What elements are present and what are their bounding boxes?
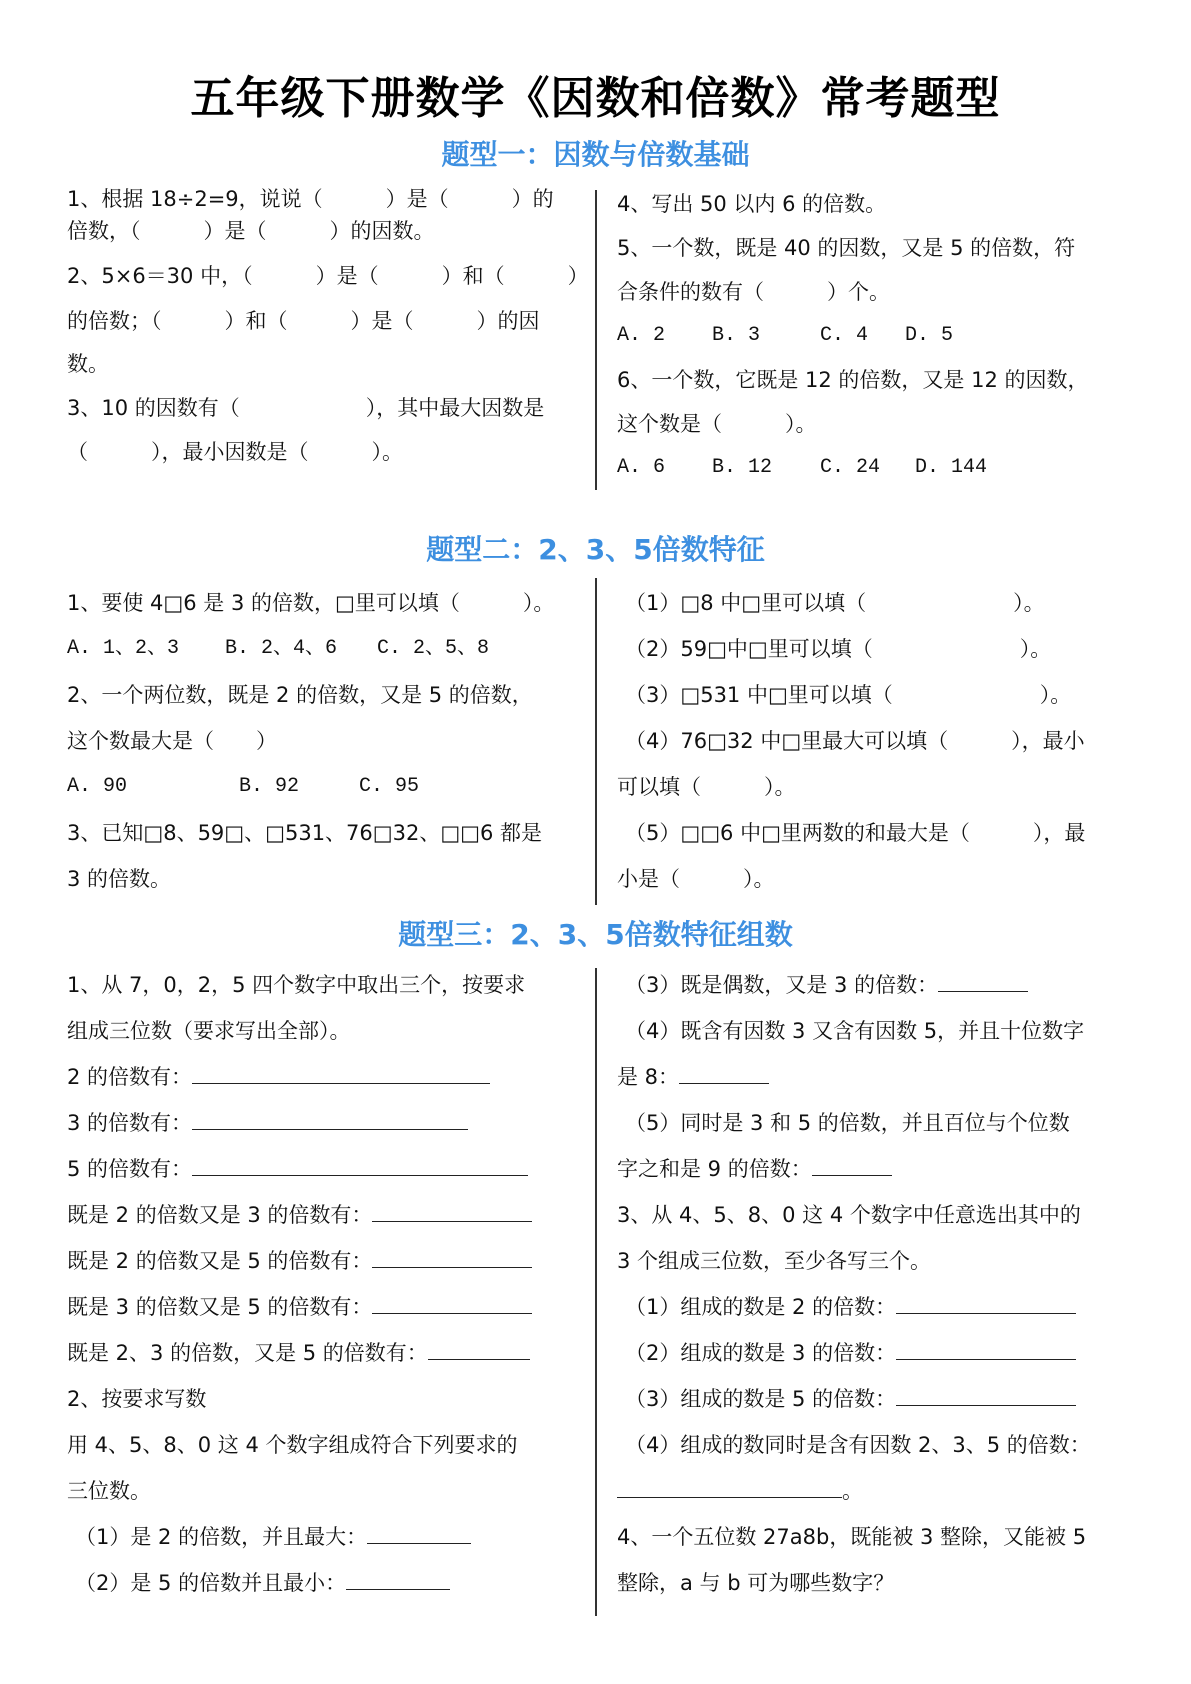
s3-sub4-label: 是 8： bbox=[617, 1065, 680, 1089]
s1-q6-option-b: B. 12 bbox=[712, 456, 773, 479]
section-1-title: 题型一：因数与倍数基础 bbox=[441, 138, 750, 171]
s1-q5-option-c: C. 4 bbox=[820, 324, 869, 347]
s2-q1-option-c: C. 2、5、8 bbox=[377, 637, 490, 660]
s3-sub4-line1: （4）既含有因数 3 又含有因数 5，并且十位数字 bbox=[625, 1019, 1085, 1043]
s1-q5-line1: 5、一个数，既是 40 的因数，又是 5 的倍数，符 bbox=[617, 236, 1076, 260]
s2-sub5-line2: 小是（ ）。 bbox=[617, 867, 775, 891]
s2-sub3: （3）□531 中□里可以填（ ）。 bbox=[625, 683, 1072, 707]
s2-q3-line1: 3、已知□8、59□、□531、76□32、□□6 都是 bbox=[67, 821, 543, 845]
section-3-title: 题型三：2、3、5倍数特征组数 bbox=[398, 918, 793, 951]
section-1-right-column bbox=[617, 182, 1137, 490]
s2-q1: 1、要使 4□6 是 3 的倍数，□里可以填（ ）。 bbox=[67, 591, 555, 615]
s3-q2-sub1 bbox=[67, 1514, 587, 1560]
section-2-divider bbox=[595, 578, 597, 905]
answer-blank[interactable] bbox=[428, 1340, 530, 1360]
s3-fill-label: 既是 2 的倍数又是 5 的倍数有： bbox=[67, 1249, 373, 1273]
s2-q2-options bbox=[67, 764, 587, 810]
s1-q6-line1: 6、一个数，它既是 12 的倍数，又是 12 的因数， bbox=[617, 368, 1089, 392]
answer-blank[interactable] bbox=[192, 1064, 490, 1084]
answer-blank[interactable] bbox=[938, 972, 1028, 992]
s1-q6-line2: 这个数是（ ）。 bbox=[617, 412, 817, 436]
s3-fill-row bbox=[67, 1146, 587, 1192]
s3-fill-row bbox=[67, 1192, 587, 1238]
answer-blank[interactable] bbox=[367, 1524, 471, 1544]
s3-q3-sub1 bbox=[617, 1284, 1137, 1330]
s2-q1-option-a: A. 1、2、3 bbox=[67, 637, 180, 660]
s2-sub5-line1: （5）□□6 中□里两数的和最大是（ ），最 bbox=[625, 821, 1086, 845]
s3-fill-label: 既是 2、3 的倍数，又是 5 的倍数有： bbox=[67, 1341, 428, 1365]
answer-blank[interactable] bbox=[346, 1570, 450, 1590]
s3-fill-label: 3 的倍数有： bbox=[67, 1111, 193, 1135]
s3-sub3-label: （3）既是偶数，又是 3 的倍数： bbox=[625, 973, 939, 997]
s3-q3-sub2 bbox=[617, 1330, 1137, 1376]
s3-q3-line1: 3、从 4、5、8、0 这 4 个数字中任意选出其中的 bbox=[617, 1203, 1081, 1227]
s3-q2-sub1-label: （1）是 2 的倍数，并且最大： bbox=[75, 1525, 368, 1549]
s3-q3-sub4: （4）组成的数同时是含有因数 2、3、5 的倍数： bbox=[625, 1433, 1091, 1457]
s3-q1-line1: 1、从 7，0，2，5 四个数字中取出三个，按要求 bbox=[67, 973, 526, 997]
s3-q3-sub3-label: （3）组成的数是 5 的倍数： bbox=[625, 1387, 897, 1411]
s1-q1-line2: 倍数，（ ）是（ ）的因数。 bbox=[67, 219, 435, 243]
answer-blank[interactable] bbox=[372, 1202, 532, 1222]
answer-blank[interactable] bbox=[192, 1110, 468, 1130]
s1-q3-line1: 3、10 的因数有（ ），其中最大因数是 bbox=[67, 396, 545, 420]
s3-fill-row bbox=[67, 1100, 587, 1146]
s3-q2-line2: 三位数。 bbox=[67, 1479, 151, 1503]
answer-blank[interactable] bbox=[896, 1340, 1076, 1360]
section-3-right-column bbox=[617, 962, 1137, 1606]
s3-sub3 bbox=[617, 962, 1137, 1008]
s1-q5-options bbox=[617, 314, 1137, 358]
s2-sub4-line2: 可以填（ ）。 bbox=[617, 775, 796, 799]
s2-q3-line2: 3 的倍数。 bbox=[67, 867, 172, 891]
s1-q3-line2: （ ），最小因数是（ ）。 bbox=[67, 440, 403, 464]
s3-sub5-line1: （5）同时是 3 和 5 的倍数，并且百位与个位数 bbox=[625, 1111, 1070, 1135]
s3-q2-line1: 用 4、5、8、0 这 4 个数字组成符合下列要求的 bbox=[67, 1433, 518, 1457]
section-2-left-column bbox=[67, 580, 587, 902]
s3-q2-sub2 bbox=[67, 1560, 587, 1606]
s3-fill-row bbox=[67, 1330, 587, 1376]
s2-q2-option-c: C. 95 bbox=[359, 775, 420, 798]
s2-q2-line2: 这个数最大是（ ） bbox=[67, 729, 277, 753]
s2-sub1: （1）□8 中□里可以填（ ）。 bbox=[625, 591, 1045, 615]
s3-fill-row bbox=[67, 1054, 587, 1100]
s3-q2-title: 2、按要求写数 bbox=[67, 1387, 207, 1411]
s1-q5-option-b: B. 3 bbox=[712, 324, 761, 347]
s1-q2-line3: 数。 bbox=[67, 352, 109, 376]
s1-q6-option-a: A. 6 bbox=[617, 456, 666, 479]
s3-q3-line2: 3 个组成三位数，至少各写三个。 bbox=[617, 1249, 932, 1273]
s3-fill-label: 5 的倍数有： bbox=[67, 1157, 193, 1181]
s1-q5-option-a: A. 2 bbox=[617, 324, 666, 347]
section-2-right-column bbox=[617, 580, 1137, 902]
document-title: 五年级下册数学《因数和倍数》常考题型 bbox=[190, 73, 1001, 124]
s1-q5-line2: 合条件的数有（ ）个。 bbox=[617, 280, 890, 304]
s3-fill-label: 2 的倍数有： bbox=[67, 1065, 193, 1089]
s1-q6-option-c: C. 24 bbox=[820, 456, 881, 479]
s3-sub5-line2 bbox=[617, 1146, 1137, 1192]
s3-fill-label: 既是 3 的倍数又是 5 的倍数有： bbox=[67, 1295, 373, 1319]
s3-fill-label: 既是 2 的倍数又是 3 的倍数有： bbox=[67, 1203, 373, 1227]
answer-blank[interactable] bbox=[617, 1478, 842, 1498]
s3-q3-sub3 bbox=[617, 1376, 1137, 1422]
s3-q2-sub2-label: （2）是 5 的倍数并且最小： bbox=[75, 1571, 347, 1595]
section-2-title: 题型二：2、3、5倍数特征 bbox=[426, 533, 765, 566]
s1-q6-option-d: D. 144 bbox=[915, 456, 988, 479]
s3-sub4-line2 bbox=[617, 1054, 1137, 1100]
s2-q2-line1: 2、一个两位数，既是 2 的倍数，又是 5 的倍数， bbox=[67, 683, 533, 707]
s1-q2-line1: 2、5×6＝30 中，（ ）是（ ）和（ ） bbox=[67, 264, 589, 288]
s2-q2-option-b: B. 92 bbox=[239, 775, 300, 798]
s3-q3-sub1-label: （1）组成的数是 2 的倍数： bbox=[625, 1295, 897, 1319]
answer-blank[interactable] bbox=[372, 1294, 532, 1314]
section-1-left-column bbox=[67, 183, 587, 474]
answer-blank[interactable] bbox=[372, 1248, 532, 1268]
s3-q1-line2: 组成三位数（要求写出全部）。 bbox=[67, 1019, 351, 1043]
s1-q1-line1: 1、根据 18÷2=9，说说（ ）是（ ）的 bbox=[67, 187, 554, 211]
answer-blank[interactable] bbox=[896, 1386, 1076, 1406]
answer-blank[interactable] bbox=[679, 1064, 769, 1084]
s2-sub4-line1: （4）76□32 中□里最大可以填（ ），最小 bbox=[625, 729, 1085, 753]
s2-sub2: （2）59□中□里可以填（ ）。 bbox=[625, 637, 1052, 661]
s3-q4-line1: 4、一个五位数 27a8b，既能被 3 整除，又能被 5 bbox=[617, 1525, 1087, 1549]
section-1-divider bbox=[595, 190, 597, 490]
s3-q3-sub2-label: （2）组成的数是 3 的倍数： bbox=[625, 1341, 897, 1365]
s3-fill-row bbox=[67, 1284, 587, 1330]
s1-q6-options bbox=[617, 446, 1137, 490]
s1-q4: 4、写出 50 以内 6 的倍数。 bbox=[617, 192, 887, 216]
section-3-left-column bbox=[67, 962, 587, 1606]
s3-q3-sub4-end: 。 bbox=[842, 1479, 863, 1503]
s2-q2-option-a: A. 90 bbox=[67, 775, 128, 798]
s3-fill-row bbox=[67, 1238, 587, 1284]
s3-sub5-label: 字之和是 9 的倍数： bbox=[617, 1157, 812, 1181]
s1-q5-option-d: D. 5 bbox=[905, 324, 954, 347]
answer-blank[interactable] bbox=[896, 1294, 1076, 1314]
answer-blank[interactable] bbox=[192, 1156, 528, 1176]
answer-blank[interactable] bbox=[812, 1156, 892, 1176]
s2-q1-options bbox=[67, 626, 587, 672]
s3-q4-line2: 整除，a 与 b 可为哪些数字？ bbox=[617, 1571, 895, 1595]
s1-q2-line2: 的倍数；（ ）和（ ）是（ ）的因 bbox=[67, 309, 540, 333]
section-3-divider bbox=[595, 968, 597, 1616]
s3-q3-sub4-answer bbox=[617, 1468, 1137, 1514]
s2-q1-option-b: B. 2、4、6 bbox=[225, 637, 338, 660]
